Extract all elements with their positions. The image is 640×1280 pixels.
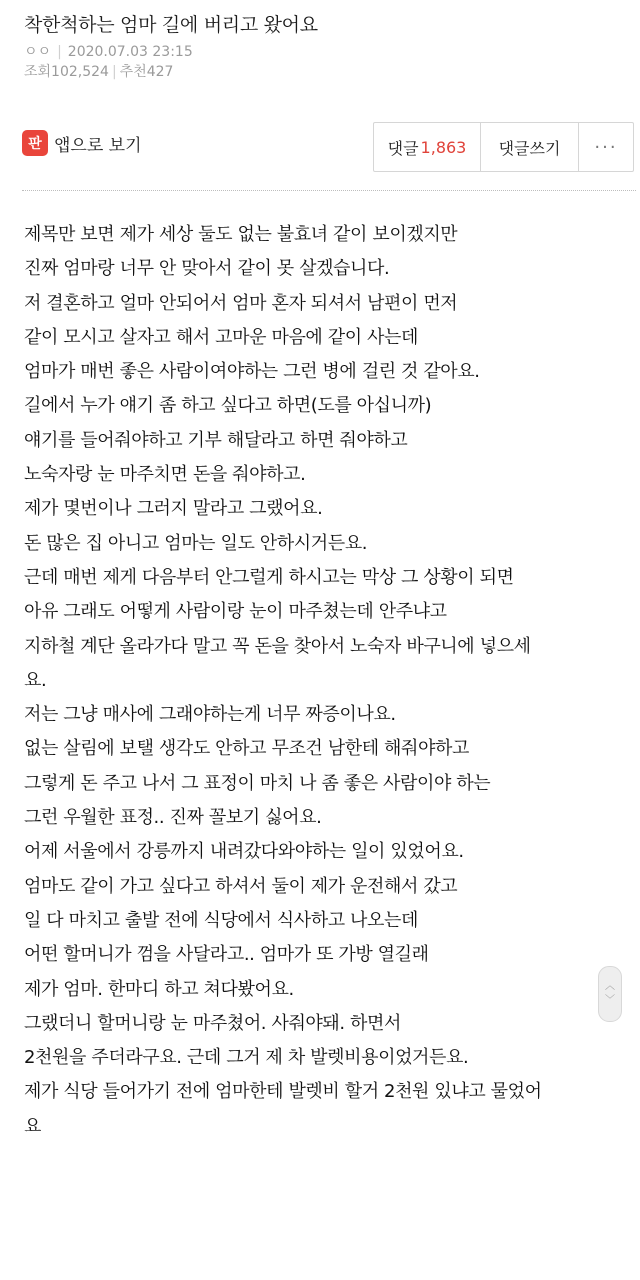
post-body: [24, 218, 624, 1144]
app-view-label: 앱으로 보기: [54, 135, 142, 156]
post-author[interactable]: ㅇㅇ: [24, 44, 52, 60]
body-line: 노숙자랑 눈 마주치면 돈을 줘야하고.: [24, 464, 306, 486]
body-line: 지하철 계단 올라가다 말고 꼭 돈을 찾아서 노숙자 바구니에 넣으세: [24, 635, 531, 657]
post-meta-line-2: [24, 62, 616, 82]
body-line: 길에서 누가 얘기 좀 하고 싶다고 하면(도를 아십니까): [24, 395, 432, 417]
scroll-control[interactable]: [598, 966, 622, 1022]
body-line: 제목만 보면 제가 세상 둘도 없는 불효녀 같이 보이겠지만: [24, 224, 458, 245]
post-recommend: 추천427: [119, 64, 174, 80]
comments-label: 댓글: [387, 138, 419, 158]
body-line: 아유 그래도 어떻게 사람이랑 눈이 마주쳤는데 안주냐고: [24, 601, 447, 623]
post-date: 2020.07.03 23:15: [67, 44, 193, 60]
pann-app-icon: 판: [22, 130, 48, 156]
write-comment-button[interactable]: 댓글쓰기: [481, 123, 579, 171]
meta-separator: |: [57, 44, 62, 60]
body-line: 돈 많은 집 아니고 엄마는 일도 안하시거든요.: [24, 532, 368, 554]
app-view-button[interactable]: [22, 130, 142, 156]
post-views: 조회102,524: [24, 64, 109, 80]
comments-button[interactable]: [374, 123, 481, 171]
body-line: 저 결혼하고 얼마 안되어서 엄마 혼자 되셔서 남편이 먼저: [24, 292, 458, 314]
post-header: [0, 0, 640, 82]
body-line: 제가 몇번이나 그러지 말라고 그랬어요.: [24, 498, 323, 520]
body-line: 어떤 할머니가 껌을 사달라고.. 엄마가 또 가방 열길래: [24, 944, 429, 966]
body-line: 엄마가 매번 좋은 사람이여야하는 그런 병에 걸린 것 같아요.: [24, 361, 480, 383]
body-line: 없는 살림에 보탤 생각도 안하고 무조건 남한테 해줘야하고: [24, 738, 469, 760]
comment-button-group: [373, 122, 634, 172]
body-line: 그랬더니 할머니랑 눈 마주쳤어. 사줘야돼. 하면서: [24, 1012, 402, 1034]
body-line: 2천원을 주더라구요. 근데 그거 제 차 발렛비용이었거든요.: [24, 1047, 469, 1069]
post-title: 착한척하는 엄마 길에 버리고 왔어요: [24, 14, 318, 36]
chevron-up-icon[interactable]: ︿: [605, 981, 615, 992]
more-options-icon[interactable]: ···: [594, 136, 618, 158]
body-line: 어제 서울에서 강릉까지 내려갔다와야하는 일이 있었어요.: [24, 841, 464, 863]
chevron-down-icon[interactable]: ﹀: [605, 995, 615, 1006]
body-line: 진짜 엄마랑 너무 안 맞아서 같이 못 살겠습니다.: [24, 258, 390, 280]
post-meta-line-1: [24, 42, 616, 62]
meta-separator: |: [111, 64, 117, 80]
body-line: 요.: [24, 669, 47, 691]
post-toolbar: [0, 118, 640, 174]
body-line: 근데 매번 제게 다음부터 안그럴게 하시고는 막상 그 상황이 되면: [24, 566, 514, 588]
comments-count: 1,863: [420, 137, 467, 157]
body-line: 요: [24, 1115, 41, 1137]
body-line: 엄마도 같이 가고 싶다고 하셔서 둘이 제가 운전해서 갔고: [24, 875, 458, 897]
body-line: 그런 우월한 표정.. 진짜 꼴보기 싫어요.: [24, 807, 322, 829]
body-line: 제가 엄마. 한마디 하고 쳐다봤어요.: [24, 978, 294, 1000]
body-line: 저는 그냥 매사에 그래야하는게 너무 짜증이나요.: [24, 704, 396, 726]
body-line: 제가 식당 들어가기 전에 엄마한테 발렛비 할거 2천원 있냐고 물었어: [24, 1081, 542, 1103]
body-line: 그렇게 돈 주고 나서 그 표정이 마치 나 좀 좋은 사람이야 하는: [24, 772, 491, 794]
content-divider: [22, 190, 636, 191]
body-line: 같이 모시고 살자고 해서 고마운 마음에 같이 사는데: [24, 326, 418, 348]
body-line: 일 다 마치고 출발 전에 식당에서 식사하고 나오는데: [24, 909, 418, 931]
body-line: 얘기를 들어줘야하고 기부 해달라고 하면 줘야하고: [24, 429, 408, 451]
